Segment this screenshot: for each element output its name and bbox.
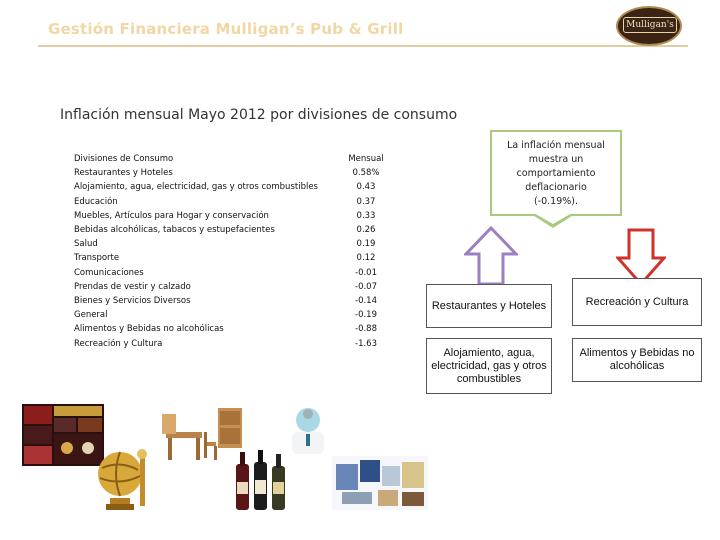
table-row: [74, 266, 396, 280]
division-label: Educación: [74, 196, 118, 207]
down-category-box: [572, 338, 702, 382]
division-label: Comunicaciones: [74, 267, 144, 278]
table-row: [74, 308, 396, 322]
callout-line: La inflación mensual: [507, 140, 605, 151]
division-label: Salud: [74, 239, 98, 250]
division-label: Prendas de vestir y calzado: [74, 281, 191, 292]
monthly-value: -0.01: [355, 267, 377, 278]
table-row: [74, 180, 396, 194]
table-row: [74, 337, 396, 351]
wine-bottles-image: [232, 448, 296, 512]
division-label: Alimentos y Bebidas no alcohólicas: [74, 324, 224, 335]
monthly-value: -1.63: [355, 338, 377, 349]
table-row: [74, 195, 396, 209]
monthly-value: -0.07: [355, 281, 377, 292]
callout-line: muestra un: [528, 154, 584, 165]
division-label: Alojamiento, agua, electricidad, gas y otros combustibles: [74, 182, 318, 193]
globe-trophy-image: [92, 446, 164, 514]
monthly-value: 0.37: [356, 196, 376, 207]
callout-line: (-0.19%).: [533, 196, 579, 207]
up-arrow-icon: [464, 226, 518, 286]
header-divisiones: Divisiones de Consumo: [74, 154, 174, 164]
division-label: Recreación y Cultura: [74, 338, 163, 349]
clothes-image: [332, 456, 428, 510]
monthly-value: 0.58%: [352, 168, 380, 179]
monthly-value: 0.43: [356, 182, 376, 193]
table-row: [74, 209, 396, 223]
division-label: Bebidas alcohólicas, tabacos y estupefacientes: [74, 225, 275, 236]
table-row: [74, 280, 396, 294]
up-category-box: [426, 338, 552, 394]
header-divider: [38, 45, 688, 47]
division-label: Restaurantes y Hoteles: [74, 168, 173, 179]
box-label: Alimentos y Bebidas no alcohólicas: [579, 347, 695, 372]
mulligans-logo: [616, 6, 682, 46]
table-row: [74, 223, 396, 237]
table-row: [74, 166, 396, 180]
callout-box: [490, 130, 622, 216]
monthly-value: 0.19: [356, 239, 376, 250]
monthly-value: -0.19: [355, 310, 377, 321]
slide-subtitle: Inflación mensual Mayo 2012 por divisiones de consumo: [60, 107, 458, 123]
down-category-box: [572, 278, 702, 326]
division-label: Transporte: [74, 253, 120, 264]
presentation-title: Gestión Financiera Mulligan’s Pub & Grill: [48, 20, 404, 38]
monthly-value: -0.14: [355, 296, 377, 307]
callout-line: comportamiento: [516, 168, 596, 179]
box-label: Restaurantes y Hoteles: [431, 299, 547, 312]
division-label: Muebles, Artículos para Hogar y conservación: [74, 210, 269, 221]
header-mensual: Mensual: [348, 154, 384, 164]
division-label: General: [74, 310, 108, 321]
table-row: [74, 251, 396, 265]
monthly-value: 0.33: [356, 210, 376, 221]
table-row: [74, 237, 396, 251]
monthly-value: 0.12: [356, 253, 376, 264]
monthly-value: -0.88: [355, 324, 377, 335]
logo-text: Mulligan's: [623, 17, 677, 33]
table-row: [74, 322, 396, 336]
callout-tail-inner: [534, 213, 572, 224]
callout-line: deflacionario: [525, 182, 587, 193]
box-label: Recreación y Cultura: [585, 295, 689, 308]
monthly-value: 0.26: [356, 225, 376, 236]
division-label: Bienes y Servicios Diversos: [74, 296, 191, 307]
box-label: Alojamiento, agua, electricidad, gas y otros combustibles: [431, 346, 547, 385]
table-row: [74, 294, 396, 308]
inflation-table: [74, 152, 396, 351]
up-category-box: [426, 284, 552, 328]
table-header-row: [74, 152, 396, 166]
